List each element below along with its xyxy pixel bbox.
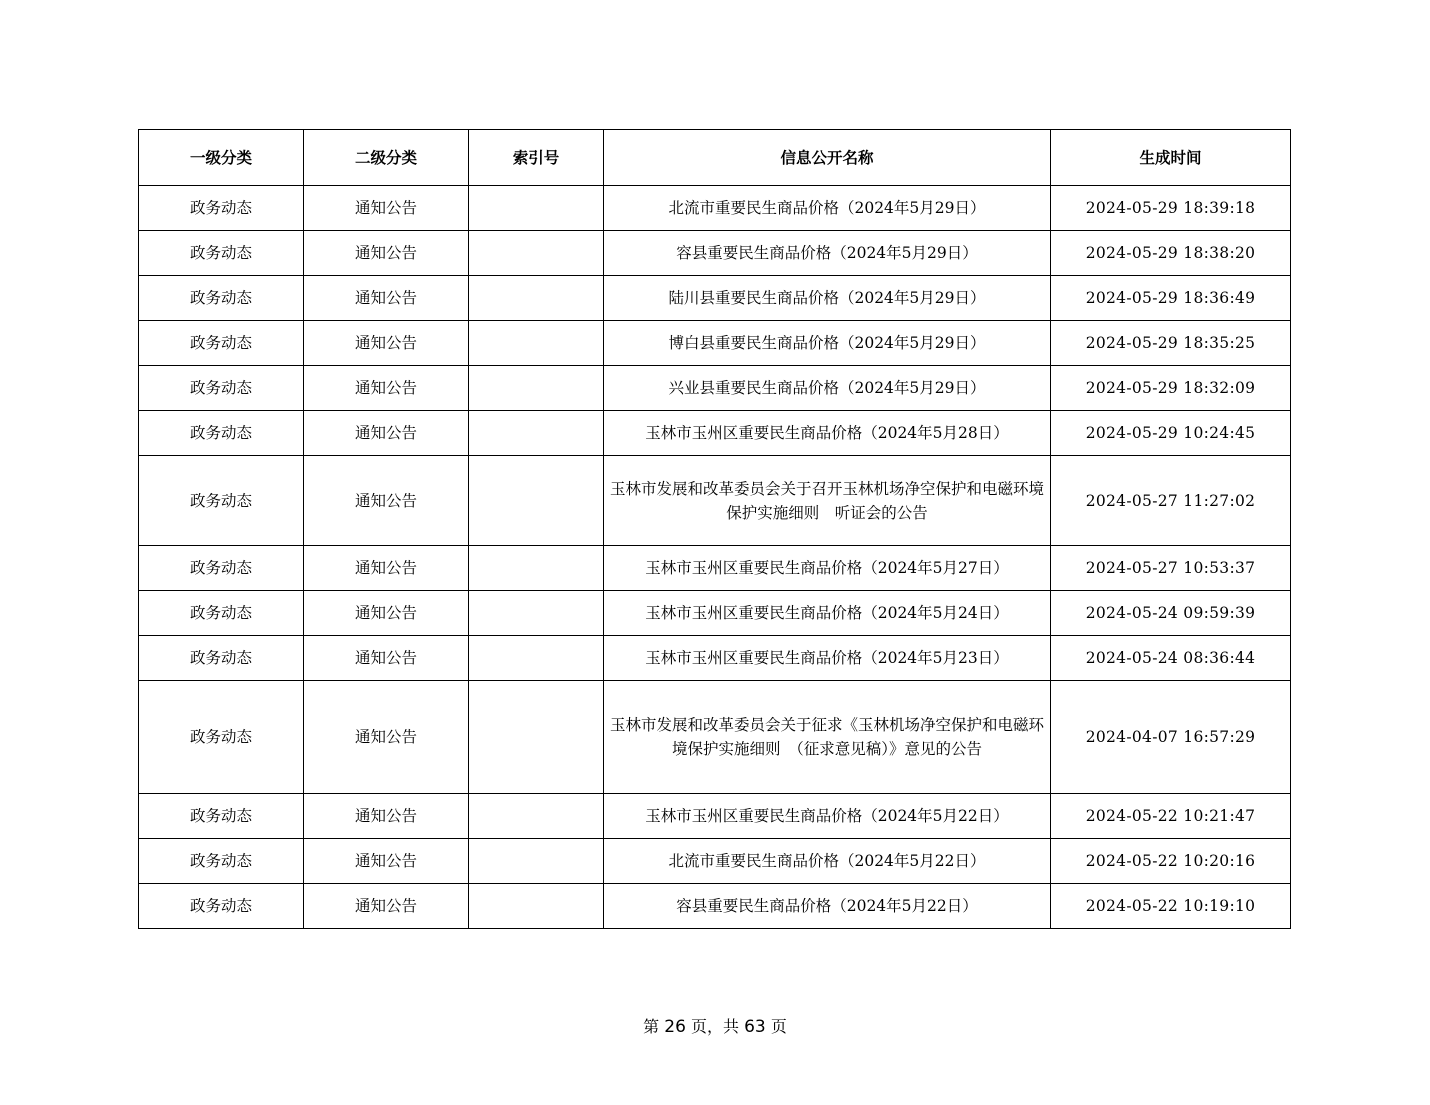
- table-body: [139, 186, 1291, 929]
- cell-index-number: [469, 591, 604, 636]
- cell-category-1: 政务动态: [139, 884, 304, 929]
- table-row: [139, 186, 1291, 231]
- table-row: [139, 681, 1291, 794]
- cell-category-2: 通知公告: [304, 231, 469, 276]
- cell-category-1: 政务动态: [139, 276, 304, 321]
- cell-generated-time: 2024-05-29 18:32:09: [1051, 366, 1291, 411]
- current-page-number: 26: [664, 1017, 686, 1037]
- cell-index-number: [469, 884, 604, 929]
- cell-category-2: 通知公告: [304, 276, 469, 321]
- cell-category-1: 政务动态: [139, 794, 304, 839]
- cell-category-2: 通知公告: [304, 546, 469, 591]
- table-row: [139, 231, 1291, 276]
- table-row: [139, 366, 1291, 411]
- cell-generated-time: 2024-04-07 16:57:29: [1051, 681, 1291, 794]
- footer-prefix: 第: [643, 1017, 660, 1036]
- cell-category-2: 通知公告: [304, 366, 469, 411]
- cell-category-1: 政务动态: [139, 456, 304, 546]
- cell-index-number: [469, 231, 604, 276]
- cell-category-1: 政务动态: [139, 591, 304, 636]
- cell-info-title: 玉林市发展和改革委员会关于召开玉林机场净空保护和电磁环境保护实施细则 听证会的公告: [604, 456, 1051, 546]
- table-row: [139, 276, 1291, 321]
- total-page-count: 63: [744, 1017, 766, 1037]
- info-disclosure-table: [138, 129, 1291, 929]
- cell-generated-time: 2024-05-29 10:24:45: [1051, 411, 1291, 456]
- cell-info-title: 玉林市玉州区重要民生商品价格（2024年5月27日）: [604, 546, 1051, 591]
- cell-category-2: 通知公告: [304, 186, 469, 231]
- cell-category-1: 政务动态: [139, 366, 304, 411]
- cell-category-2: 通知公告: [304, 456, 469, 546]
- cell-generated-time: 2024-05-29 18:35:25: [1051, 321, 1291, 366]
- cell-info-title: 玉林市发展和改革委员会关于征求《玉林机场净空保护和电磁环境保护实施细则 （征求意见稿）》意见的公告: [604, 681, 1051, 794]
- table-row: [139, 636, 1291, 681]
- cell-index-number: [469, 794, 604, 839]
- table-row: [139, 411, 1291, 456]
- cell-index-number: [469, 321, 604, 366]
- table-header-row: [139, 130, 1291, 186]
- header-index-number: 索引号: [469, 130, 604, 186]
- cell-info-title: 玉林市玉州区重要民生商品价格（2024年5月23日）: [604, 636, 1051, 681]
- cell-index-number: [469, 839, 604, 884]
- cell-category-1: 政务动态: [139, 839, 304, 884]
- cell-info-title: 玉林市玉州区重要民生商品价格（2024年5月24日）: [604, 591, 1051, 636]
- table-row: [139, 884, 1291, 929]
- cell-generated-time: 2024-05-24 08:36:44: [1051, 636, 1291, 681]
- cell-generated-time: 2024-05-24 09:59:39: [1051, 591, 1291, 636]
- cell-info-title: 陆川县重要民生商品价格（2024年5月29日）: [604, 276, 1051, 321]
- page-footer: [0, 1014, 1430, 1037]
- cell-index-number: [469, 636, 604, 681]
- cell-category-2: 通知公告: [304, 681, 469, 794]
- cell-index-number: [469, 546, 604, 591]
- cell-info-title: 北流市重要民生商品价格（2024年5月29日）: [604, 186, 1051, 231]
- cell-category-1: 政务动态: [139, 321, 304, 366]
- cell-category-2: 通知公告: [304, 321, 469, 366]
- cell-category-2: 通知公告: [304, 884, 469, 929]
- cell-category-2: 通知公告: [304, 794, 469, 839]
- table-row: [139, 839, 1291, 884]
- table-row: [139, 591, 1291, 636]
- cell-category-1: 政务动态: [139, 411, 304, 456]
- header-category-1: 一级分类: [139, 130, 304, 186]
- cell-generated-time: 2024-05-22 10:21:47: [1051, 794, 1291, 839]
- cell-category-1: 政务动态: [139, 546, 304, 591]
- cell-category-1: 政务动态: [139, 681, 304, 794]
- cell-category-2: 通知公告: [304, 839, 469, 884]
- cell-info-title: 博白县重要民生商品价格（2024年5月29日）: [604, 321, 1051, 366]
- cell-generated-time: 2024-05-27 10:53:37: [1051, 546, 1291, 591]
- cell-index-number: [469, 411, 604, 456]
- cell-generated-time: 2024-05-22 10:20:16: [1051, 839, 1291, 884]
- cell-category-1: 政务动态: [139, 186, 304, 231]
- cell-index-number: [469, 681, 604, 794]
- header-info-title: 信息公开名称: [604, 130, 1051, 186]
- cell-category-2: 通知公告: [304, 411, 469, 456]
- cell-generated-time: 2024-05-29 18:39:18: [1051, 186, 1291, 231]
- cell-index-number: [469, 186, 604, 231]
- table-row: [139, 456, 1291, 546]
- cell-info-title: 容县重要民生商品价格（2024年5月29日）: [604, 231, 1051, 276]
- cell-info-title: 玉林市玉州区重要民生商品价格（2024年5月22日）: [604, 794, 1051, 839]
- table-row: [139, 321, 1291, 366]
- cell-info-title: 玉林市玉州区重要民生商品价格（2024年5月28日）: [604, 411, 1051, 456]
- table-row: [139, 546, 1291, 591]
- cell-index-number: [469, 276, 604, 321]
- cell-category-1: 政务动态: [139, 636, 304, 681]
- cell-generated-time: 2024-05-29 18:36:49: [1051, 276, 1291, 321]
- cell-generated-time: 2024-05-27 11:27:02: [1051, 456, 1291, 546]
- cell-info-title: 容县重要民生商品价格（2024年5月22日）: [604, 884, 1051, 929]
- cell-generated-time: 2024-05-22 10:19:10: [1051, 884, 1291, 929]
- cell-category-2: 通知公告: [304, 591, 469, 636]
- cell-info-title: 兴业县重要民生商品价格（2024年5月29日）: [604, 366, 1051, 411]
- cell-category-2: 通知公告: [304, 636, 469, 681]
- footer-middle: 页，共: [690, 1017, 739, 1036]
- cell-index-number: [469, 366, 604, 411]
- cell-info-title: 北流市重要民生商品价格（2024年5月22日）: [604, 839, 1051, 884]
- footer-suffix: 页: [770, 1017, 787, 1036]
- table-row: [139, 794, 1291, 839]
- header-generated-time: 生成时间: [1051, 130, 1291, 186]
- header-category-2: 二级分类: [304, 130, 469, 186]
- cell-category-1: 政务动态: [139, 231, 304, 276]
- cell-index-number: [469, 456, 604, 546]
- cell-generated-time: 2024-05-29 18:38:20: [1051, 231, 1291, 276]
